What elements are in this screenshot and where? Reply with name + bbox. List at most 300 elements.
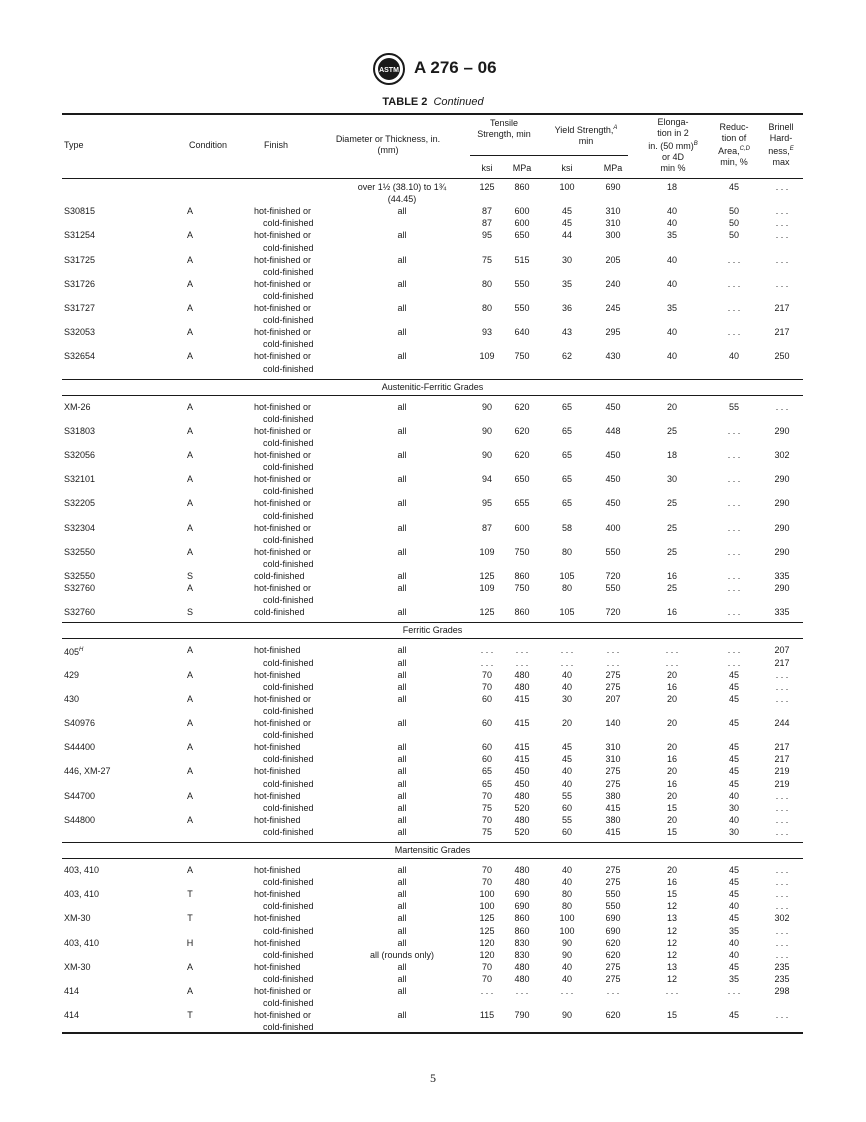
cell-fin: cold-finished	[263, 437, 314, 448]
cell-bh: . . .	[775, 865, 789, 875]
cell-cond: A	[186, 498, 193, 509]
cell-tk: 100	[479, 889, 495, 900]
cell-fin: hot-finished or	[254, 986, 312, 996]
cell-cond: A	[186, 206, 193, 217]
cell-yk: 35	[561, 278, 572, 289]
cell-yk: 80	[561, 546, 572, 557]
cell-cond: H	[186, 937, 194, 948]
cell-el: 18	[666, 182, 677, 192]
cell-tk: 109	[479, 351, 495, 362]
cell-fin: cold-finished	[263, 802, 314, 813]
cell-ra: . . .	[727, 474, 741, 485]
cell-el: 16	[666, 681, 677, 692]
page-header	[0, 52, 866, 88]
col-elong-l2: tion in 2	[657, 128, 689, 138]
cell-tm: 550	[514, 278, 530, 289]
cell-bh: 290	[774, 474, 790, 485]
unit-underline	[470, 155, 628, 156]
cell-el: 25	[666, 522, 677, 533]
cell-yk: 55	[561, 790, 572, 801]
cell-fin: hot-finished	[254, 790, 301, 801]
cell-el: 20	[666, 766, 677, 777]
cell-tk: 70	[481, 790, 492, 801]
cell-el: 16	[666, 754, 677, 765]
group-rule	[62, 842, 803, 843]
col-red-sup: C,D	[739, 146, 750, 152]
col-tensile: Tensile Strength, min	[477, 118, 531, 139]
cell-bh: 217	[774, 742, 790, 753]
cell-ra: 55	[728, 401, 739, 412]
cell-dia: all	[397, 814, 407, 825]
cell-yk: 43	[561, 327, 572, 338]
cell-ym: 690	[605, 913, 621, 924]
cell-type: 430	[64, 693, 80, 704]
cell-ra: 45	[728, 913, 739, 924]
cell-ra: 35	[728, 925, 739, 936]
col-elong-l5: min %	[660, 163, 686, 173]
col-yield	[542, 123, 630, 147]
cell-cond: A	[186, 693, 193, 704]
cell-tk: 70	[481, 669, 492, 680]
cell-tm: 415	[514, 718, 530, 728]
cell-ra: . . .	[727, 522, 741, 533]
cell-ym: 310	[605, 206, 621, 217]
cell-ym: 450	[605, 401, 621, 412]
cell-ym: 550	[605, 546, 621, 557]
cell-tk: 93	[481, 327, 492, 338]
cell-type-text: 405	[64, 647, 80, 658]
cell-type: S32760	[64, 583, 96, 594]
cell-bh: . . .	[775, 889, 789, 900]
cell-ym: 448	[605, 425, 621, 436]
col-yield-min: min	[578, 136, 594, 146]
cell-ra: . . .	[727, 571, 741, 581]
cell-tm: 480	[514, 790, 530, 801]
cell-ym: 275	[605, 973, 621, 984]
group-heading: Martensitic Grades	[394, 845, 471, 855]
cell-type: 403, 410	[64, 889, 100, 900]
cell-tm: 830	[514, 949, 530, 960]
cell-fin: hot-finished	[254, 742, 301, 753]
cell-bh: 217	[774, 303, 790, 313]
cell-fin: hot-finished or	[254, 583, 312, 594]
cell-type	[64, 645, 164, 658]
cell-yk: 65	[561, 401, 572, 412]
cell-tm: 480	[514, 669, 530, 680]
cell-type: S40976	[64, 718, 96, 728]
cell-tm: 600	[514, 206, 530, 217]
cell-cond: A	[186, 327, 193, 338]
cell-ra: 45	[728, 865, 739, 875]
cell-dia: all	[397, 961, 407, 972]
cell-tm: 415	[514, 742, 530, 753]
cell-yk: 44	[561, 230, 572, 241]
cell-yk: 60	[561, 826, 572, 837]
cell-el: 35	[666, 230, 677, 241]
col-yield-label: Yield Strength,	[554, 125, 614, 135]
cell-ra: 30	[728, 826, 739, 837]
cell-ra: 40	[728, 937, 739, 948]
cell-fin: hot-finished or	[254, 522, 312, 533]
cell-bh: 219	[774, 778, 790, 789]
cell-fin: cold-finished	[263, 534, 314, 545]
cell-el: 13	[666, 961, 677, 972]
cell-ym: 207	[605, 693, 621, 704]
group-rule	[62, 395, 803, 396]
cell-dia: all	[397, 607, 407, 618]
cell-ym: . . .	[606, 657, 620, 668]
cell-bh: 302	[774, 913, 790, 924]
cell-bh: . . .	[775, 681, 789, 692]
cell-dia: all	[397, 742, 407, 753]
cell-yk: 55	[561, 814, 572, 825]
cell-yk: 80	[561, 889, 572, 900]
cell-tk: 115	[479, 1010, 495, 1021]
cell-tm: 480	[514, 865, 530, 875]
cell-tm: 620	[514, 401, 530, 412]
cell-dia: all	[397, 901, 407, 912]
cell-fin: cold-finished	[263, 363, 314, 374]
cell-type: S44400	[64, 742, 96, 753]
cell-bh: 302	[774, 450, 790, 460]
cell-yk: 60	[561, 802, 572, 813]
cell-type: S32304	[64, 522, 96, 533]
cell-el: 20	[666, 865, 677, 875]
cell-el: . . .	[665, 657, 679, 668]
cell-type-sup: H	[79, 647, 84, 654]
cell-tm: 750	[514, 546, 530, 557]
cell-ra: . . .	[727, 645, 741, 656]
cell-bh: . . .	[775, 877, 789, 888]
cell-ra: 45	[728, 778, 739, 789]
cell-fin: hot-finished or	[254, 278, 312, 289]
cell-fin: cold-finished	[263, 877, 314, 888]
cell-dia: all	[397, 973, 407, 984]
cell-ym: 415	[605, 802, 621, 813]
cell-tm: 600	[514, 522, 530, 533]
cell-tk: 87	[481, 206, 492, 217]
cell-tk: 120	[479, 937, 495, 948]
cell-fin: hot-finished	[254, 913, 301, 924]
cell-fin: hot-finished	[254, 766, 301, 777]
cell-yk: . . .	[560, 986, 574, 996]
cell-fin: hot-finished	[254, 889, 301, 900]
cell-yk: 40	[561, 973, 572, 984]
cell-ym: 550	[605, 583, 621, 594]
cell-cond: A	[186, 669, 193, 680]
cell-ra: 45	[728, 742, 739, 753]
cell-fin: cold-finished	[254, 571, 305, 581]
cell-fin: cold-finished	[263, 778, 314, 789]
cell-yk: 45	[561, 742, 572, 753]
cell-tm: 450	[514, 778, 530, 789]
cell-ym: 245	[605, 303, 621, 313]
cell-yk: 90	[561, 1010, 572, 1021]
col-red-l4: min, %	[720, 157, 748, 167]
cell-ra: 50	[728, 218, 739, 229]
cell-ym: 450	[605, 450, 621, 460]
cell-bh: 235	[774, 973, 790, 984]
cell-el: 15	[666, 802, 677, 813]
cell-ym: 430	[605, 351, 621, 362]
cell-fin: hot-finished	[254, 669, 301, 680]
col-bh-sup: E	[789, 146, 794, 152]
cell-ym: 300	[605, 230, 621, 241]
cell-fin: hot-finished	[254, 865, 301, 875]
cell-fin: hot-finished or	[254, 450, 312, 460]
cell-type: 414	[64, 986, 80, 996]
cell-tk: 125	[479, 925, 495, 936]
cell-fin: cold-finished	[263, 705, 314, 716]
cell-ym: 380	[605, 790, 621, 801]
group-rule	[62, 858, 803, 859]
cell-tk: 70	[481, 973, 492, 984]
cell-cond: A	[186, 718, 193, 728]
cell-ym: 205	[605, 254, 621, 265]
cell-ym: 620	[605, 949, 621, 960]
col-elong-sup: B	[693, 141, 698, 147]
cell-dia: all	[397, 230, 407, 241]
cell-bh: 250	[774, 351, 790, 362]
cell-ym: 720	[605, 607, 621, 618]
cell-fin: cold-finished	[263, 242, 314, 253]
table-bottom-rule	[62, 1032, 803, 1034]
cell-el: 20	[666, 669, 677, 680]
cell-cond: A	[186, 766, 193, 777]
cell-yk: 58	[561, 522, 572, 533]
cell-ra: . . .	[727, 425, 741, 436]
cell-tm: 830	[514, 937, 530, 948]
cell-ra: . . .	[727, 498, 741, 509]
cell-bh: 290	[774, 583, 790, 594]
cell-tk: 65	[481, 766, 492, 777]
cell-dia: all	[397, 498, 407, 509]
cell-ra: . . .	[727, 546, 741, 557]
cell-fin: hot-finished or	[254, 1010, 312, 1021]
cell-tm: 750	[514, 351, 530, 362]
cell-yk: 45	[561, 206, 572, 217]
cell-el: 16	[666, 571, 677, 581]
cell-dia: all	[397, 877, 407, 888]
cell-dia: all	[397, 571, 407, 581]
unit-tensile-mpa: MPa	[512, 163, 532, 173]
cell-type: S32101	[64, 474, 96, 485]
unit-tensile-ksi: ksi	[481, 163, 493, 173]
cell-cond: A	[186, 986, 193, 996]
cell-dia: all	[397, 778, 407, 789]
cell-yk: 80	[561, 901, 572, 912]
cell-bh: 217	[774, 327, 790, 338]
cell-yk: 100	[559, 182, 575, 192]
cell-el: 30	[666, 474, 677, 485]
cell-ra: 40	[728, 790, 739, 801]
cell-cond: S	[186, 607, 193, 618]
cell-el: 25	[666, 583, 677, 594]
cell-tm: 600	[514, 218, 530, 229]
cell-ym: 620	[605, 1010, 621, 1021]
cell-fin: hot-finished or	[254, 351, 312, 362]
cell-tk: 90	[481, 425, 492, 436]
cell-cond: S	[186, 571, 193, 581]
cell-yk: 80	[561, 583, 572, 594]
col-red-l3: Area,	[718, 146, 740, 156]
cell-type: XM-30	[64, 961, 91, 972]
cell-cond: A	[186, 254, 193, 265]
cell-type: 403, 410	[64, 865, 100, 875]
col-bh-l2: Hard-	[769, 133, 793, 143]
cell-el: 40	[666, 254, 677, 265]
cell-tk: 75	[481, 254, 492, 265]
cell-type: 403, 410	[64, 937, 100, 948]
cell-dia: all	[397, 206, 407, 217]
cell-el: 20	[666, 718, 677, 728]
cell-bh: . . .	[775, 230, 789, 241]
cell-dia: all	[397, 254, 407, 265]
cell-dia: all	[397, 766, 407, 777]
cell-ra: 35	[728, 973, 739, 984]
cell-fin: cold-finished	[263, 998, 314, 1009]
cell-cond: A	[186, 583, 193, 594]
cell-bh: 219	[774, 766, 790, 777]
cell-dia: all	[397, 937, 407, 948]
cell-fin: cold-finished	[263, 1022, 314, 1033]
cell-tm: . . .	[515, 657, 529, 668]
group-heading: Ferritic Grades	[402, 625, 463, 636]
cell-fin: hot-finished	[254, 814, 301, 825]
cell-ra: 40	[728, 901, 739, 912]
cell-fin: hot-finished or	[254, 425, 312, 436]
cell-cond: A	[186, 645, 193, 656]
page-number: 5	[430, 1071, 436, 1085]
cell-tm: 860	[514, 913, 530, 924]
cell-el: 15	[666, 1010, 677, 1021]
cell-dia: all	[397, 645, 407, 656]
cell-yk: 40	[561, 865, 572, 875]
cell-tm: 860	[514, 571, 530, 581]
col-condition: Condition	[188, 140, 228, 150]
cell-ym: 450	[605, 474, 621, 485]
cell-tm: 520	[514, 826, 530, 837]
cell-fin: cold-finished	[263, 413, 314, 424]
cell-cond: A	[186, 303, 193, 313]
cell-el: 25	[666, 425, 677, 436]
cell-tk: 70	[481, 865, 492, 875]
col-type: Type	[64, 140, 84, 150]
cell-yk: 65	[561, 498, 572, 509]
cell-type: S32550	[64, 571, 96, 581]
cell-yk: 45	[561, 754, 572, 765]
cell-ra: 45	[728, 669, 739, 680]
col-bh-l3: ness,	[768, 146, 790, 156]
cell-type: S32056	[64, 450, 96, 460]
col-brinell	[758, 122, 804, 168]
cell-fin: hot-finished	[254, 645, 301, 656]
cell-cond: A	[186, 961, 193, 972]
cell-ym: 275	[605, 766, 621, 777]
cell-ym: 415	[605, 826, 621, 837]
cell-dia: all	[397, 889, 407, 900]
cell-bh: . . .	[775, 790, 789, 801]
cell-tk: 125	[479, 182, 495, 192]
cell-ra: 45	[728, 718, 739, 728]
cell-tm: 520	[514, 802, 530, 813]
cell-dia: all	[397, 522, 407, 533]
cell-el: 40	[666, 327, 677, 338]
cell-bh: . . .	[775, 949, 789, 960]
cell-tk: 70	[481, 814, 492, 825]
cell-yk: 40	[561, 669, 572, 680]
cell-ra: 45	[728, 754, 739, 765]
cell-fin: hot-finished or	[254, 230, 312, 241]
cell-dia: all	[397, 865, 407, 875]
standard-designation: A 276 – 06	[414, 58, 497, 77]
cell-ra: . . .	[727, 657, 741, 668]
cell-tk: . . .	[480, 657, 494, 668]
cell-yk: 40	[561, 961, 572, 972]
cell-ra: 45	[728, 693, 739, 704]
cell-cond: A	[186, 278, 193, 289]
cell-type: S31254	[64, 230, 96, 241]
cell-fin: cold-finished	[263, 826, 314, 837]
cell-dia: all	[397, 425, 407, 436]
cell-dia: all	[397, 986, 407, 996]
cell-ra: . . .	[727, 583, 741, 594]
cell-type: S31727	[64, 303, 96, 313]
cell-fin: hot-finished	[254, 937, 301, 948]
cell-tk: 87	[481, 218, 492, 229]
cell-fin: cold-finished	[254, 607, 305, 618]
cell-el: 20	[666, 693, 677, 704]
cell-tm: 480	[514, 961, 530, 972]
cell-ym: 275	[605, 669, 621, 680]
cell-type: S31803	[64, 425, 96, 436]
cell-yk: 65	[561, 474, 572, 485]
group-rule	[62, 638, 803, 639]
cell-tk: 90	[481, 450, 492, 460]
cell-dia: all	[397, 925, 407, 936]
col-bh-l1: Brinell	[768, 122, 794, 132]
cell-type: S32654	[64, 351, 96, 362]
cell-fin: hot-finished or	[254, 546, 312, 557]
col-elong-l3: in. (50 mm)	[648, 141, 694, 151]
cell-tm: 690	[514, 901, 530, 912]
col-yield-sup: A	[613, 125, 618, 131]
cell-tm: 750	[514, 583, 530, 594]
cell-bh: . . .	[775, 693, 789, 704]
cell-fin: cold-finished	[263, 510, 314, 521]
cell-type: S31725	[64, 254, 96, 265]
col-elongation	[640, 117, 706, 174]
cell-dia: all	[397, 1010, 407, 1021]
cell-fin: hot-finished	[254, 961, 301, 972]
cell-tm: . . .	[515, 645, 529, 656]
cell-tk: 70	[481, 681, 492, 692]
cell-dia: all	[397, 351, 407, 362]
cell-dia: all	[397, 474, 407, 485]
cell-tm: 550	[514, 303, 530, 313]
cell-tk: 95	[481, 498, 492, 509]
cell-cond: T	[187, 889, 193, 900]
cell-ym: 275	[605, 778, 621, 789]
cell-ym: 310	[605, 754, 621, 765]
cell-ra: 45	[728, 182, 739, 192]
cell-cond: T	[187, 1010, 193, 1021]
cell-fin: cold-finished	[263, 681, 314, 692]
col-diameter: Diameter or Thickness, in. (mm)	[335, 134, 441, 155]
cell-tm: 860	[514, 925, 530, 936]
cell-tm: 415	[514, 693, 530, 704]
cell-yk: 45	[561, 218, 572, 229]
